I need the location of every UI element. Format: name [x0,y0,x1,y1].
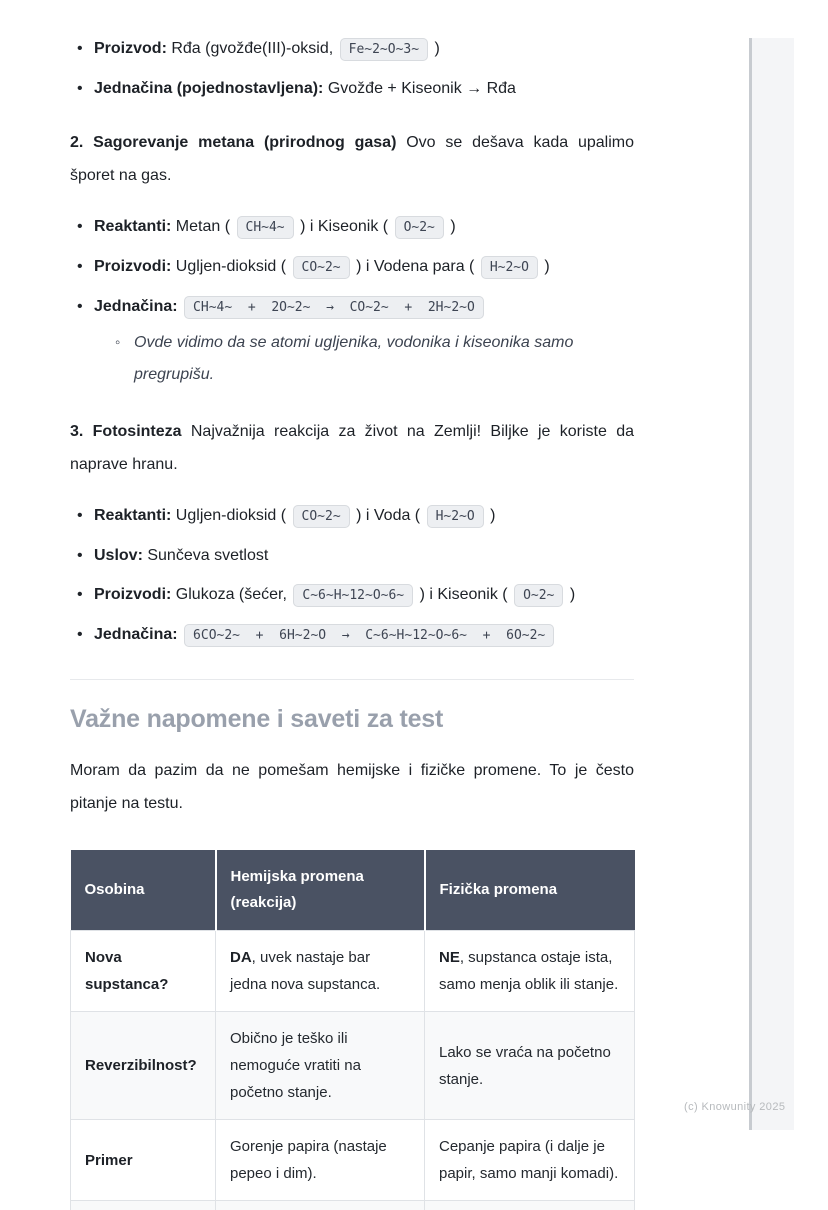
table-row-reversibility [71,1012,635,1120]
text-segment: ) [446,218,456,235]
text-segment: DA [230,949,252,966]
text-segment: ) i Kiseonik ( [415,586,512,603]
code-chip: O~2~ [395,216,444,239]
code-chip: C~6~H~12~O~6~ [293,584,413,607]
text-segment: Jednačina (pojednostavljena): [94,80,323,97]
table-row-new-substance [71,931,635,1012]
text-segment: Sunčeva svetlost [143,547,268,564]
text-segment: Glukoza (šećer, [171,586,291,603]
list-item-equation-simplified [70,76,634,102]
text-segment: Uslov: [94,547,143,564]
list-item-product [70,36,634,63]
text-segment: NE [439,949,460,966]
list-item-reactants [70,214,634,241]
text-segment: 3. Fotosinteza [70,423,182,440]
list-item-products [70,254,634,281]
text-segment: ) [565,586,575,603]
watermark: (c) Knowunity 2025 [684,1101,785,1113]
list-item-products [70,582,634,609]
text-segment: Lako se vraća na početno stanje. [439,1044,611,1088]
text-segment: Gvožđe + Kiseonik → Rđa [323,80,516,97]
comparison-table [70,850,635,1210]
table-cell-physical [425,931,635,1012]
text-segment: Reverzibilnost? [85,1057,197,1074]
page-edge-strip [749,38,794,1130]
table-cell-chemical [216,931,425,1012]
document-content [70,36,634,1210]
photosynthesis-bullet-list [70,503,634,649]
text-segment: ) [486,507,496,524]
list-item-equation [70,294,634,391]
text-segment: Gorenje papira (nastaje pepeo i dim). [230,1138,387,1182]
list-item-condition [70,543,634,569]
code-chip: CO~2~ [293,505,350,528]
text-segment: 2. Sagorevanje metana (prirodnog gasa) [70,134,396,151]
text-segment: Proizvodi: [94,258,171,275]
text-segment: Ugljen-dioksid ( [171,507,290,524]
text-segment: ) i Vodena para ( [352,258,479,275]
list-item-equation [70,622,634,649]
code-chip: O~2~ [514,584,563,607]
code-chip: H~2~O [481,256,538,279]
subnote-item [110,327,634,391]
equation-subnote-list [110,327,634,391]
text-segment: Primer [85,1152,133,1169]
code-chip: 6CO~2~ + 6H~2~O → C~6~H~12~O~6~ + 6O~2~ [184,624,554,647]
table-cell-physical [425,1120,635,1201]
table-cell-label [71,1012,216,1120]
text-segment: Ovo se dešava kada upalimo šporet na gas. [70,134,634,184]
table-cell-chemical [216,1120,425,1201]
table-cell-label [71,1120,216,1201]
text-segment: , supstanca ostaje ista, samo menja oblik ili stanje. [439,949,618,993]
code-chip: Fe~2~O~3~ [340,38,428,61]
paragraph-photosynthesis [70,415,634,481]
table-cell-partial [425,1201,635,1210]
paragraph-notes: Moram da pazim da ne pomešam hemijske i fizičke promene. To je često pitanje na testu. [70,754,634,820]
section-divider [70,679,634,680]
table-cell-physical [425,1012,635,1120]
text-segment: Rđa (gvožđe(III)-oksid, [167,40,338,57]
text-segment: Najvažnija reakcija za život na Zemlji! Biljke je koriste da naprave hranu. [70,423,634,473]
text-segment: ) i Voda ( [352,507,425,524]
text-segment: ) [430,40,440,57]
text-segment: Ovde vidimo da se atomi ugljenika, vodonika i kiseonika samo pregrupišu. [134,334,573,383]
text-segment: Jednačina: [94,626,178,643]
text-segment: Proizvodi: [94,586,171,603]
section-heading-notes: Važne napomene i saveti za test [70,705,634,734]
table-row-partial [71,1201,635,1210]
list-item-reactants [70,503,634,530]
text-segment: Ugljen-dioksid ( [171,258,290,275]
table-cell-partial [216,1201,425,1210]
table-cell-chemical [216,1012,425,1120]
text-segment [178,626,182,643]
text-segment: Reaktanti: [94,507,171,524]
code-chip: H~2~O [427,505,484,528]
text-segment [178,298,182,315]
text-segment: Reaktanti: [94,218,171,235]
code-chip: CO~2~ [293,256,350,279]
text-segment: Metan ( [171,218,234,235]
rust-bullet-list [70,36,634,102]
paragraph-methane-combustion [70,126,634,192]
text-segment: ) [540,258,550,275]
code-chip: CH~4~ [237,216,294,239]
column-header-chemical-change: Hemijska promena (reakcija) [216,850,425,931]
equation-line [94,298,486,315]
column-header-property: Osobina [71,850,216,931]
table-header-row [71,850,635,931]
text-segment: Cepanje papira (i dalje je papir, samo manji komadi). [439,1138,618,1182]
table-row-example [71,1120,635,1201]
column-header-physical-change: Fizička promena [425,850,635,931]
text-segment: Proizvod: [94,40,167,57]
text-segment: Obično je teško ili nemoguće vratiti na početno stanje. [230,1030,361,1101]
methane-bullet-list [70,214,634,391]
text-segment: Nova supstanca? [85,949,168,993]
text-segment: Jednačina: [94,298,178,315]
table-cell-partial [71,1201,216,1210]
code-chip: CH~4~ + 2O~2~ → CO~2~ + 2H~2~O [184,296,484,319]
table-cell-label [71,931,216,1012]
text-segment: ) i Kiseonik ( [296,218,393,235]
text-segment: , uvek nastaje bar jedna nova supstanca. [230,949,380,993]
